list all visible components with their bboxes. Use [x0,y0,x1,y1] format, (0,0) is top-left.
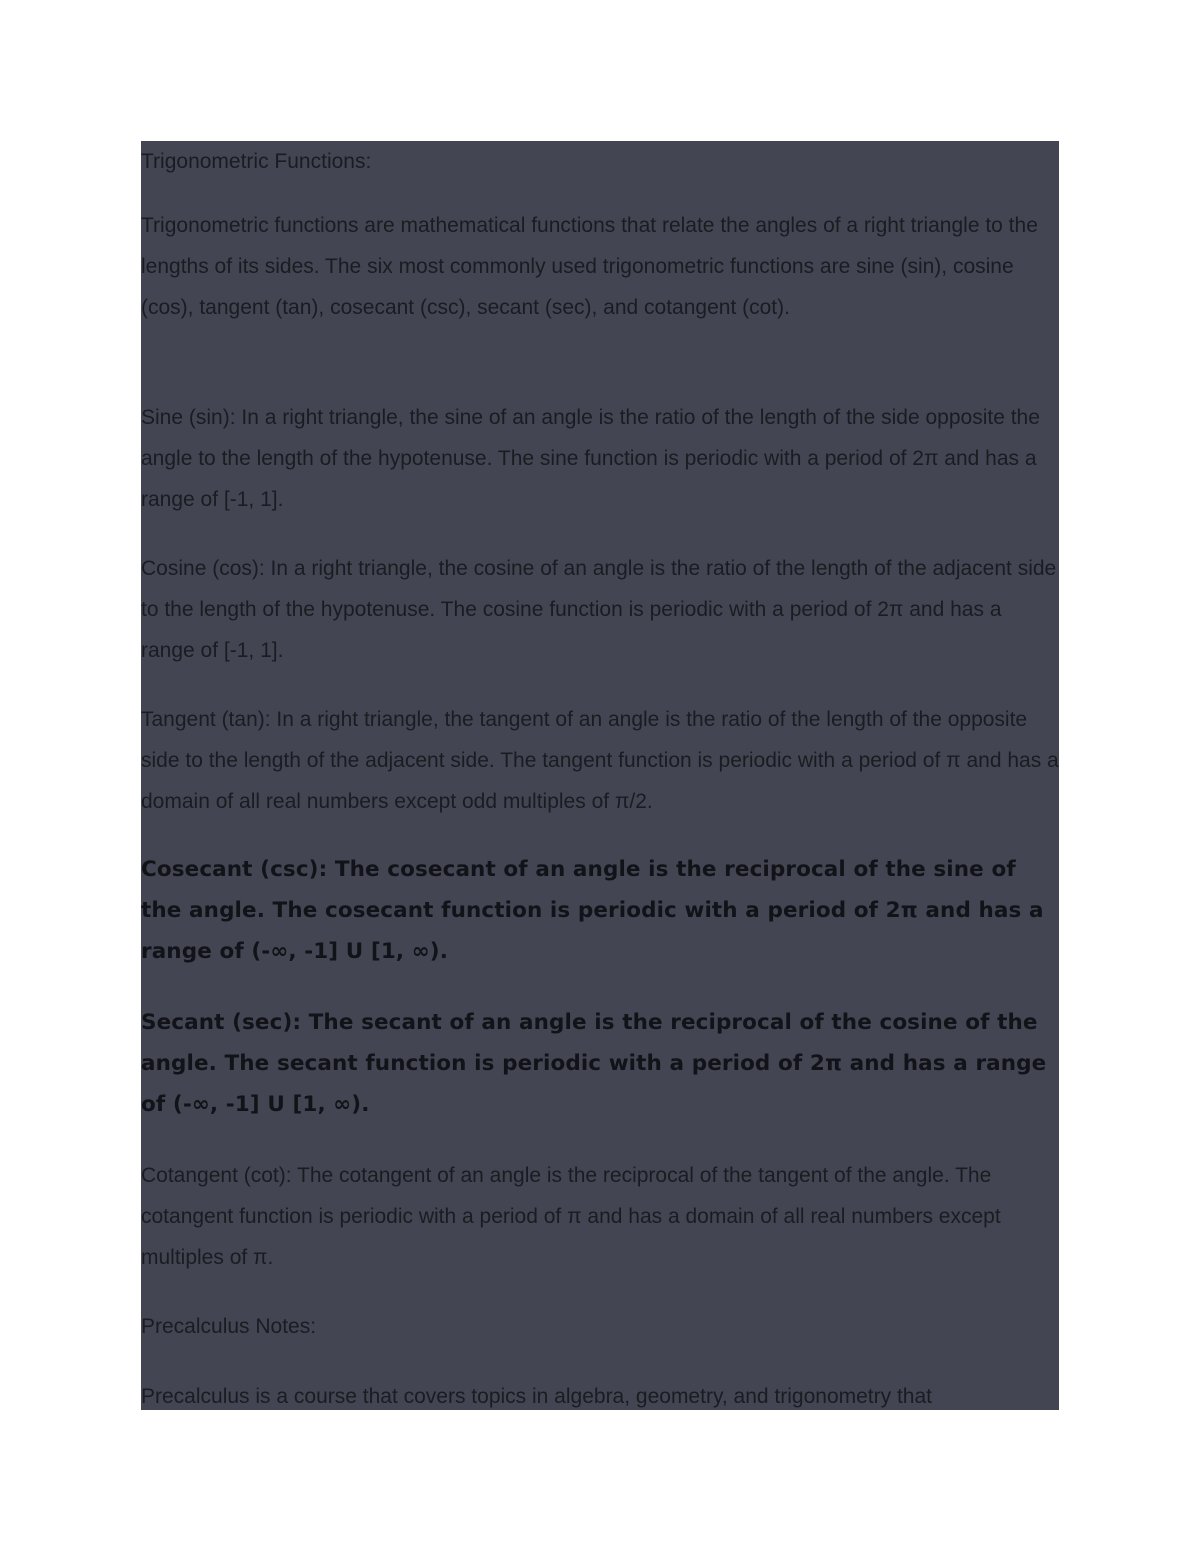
heading-trigonometric-functions: Trigonometric Functions: [141,150,372,173]
paragraph-intro: Trigonometric functions are mathematical functions that relate the angles of a right triangle to the lengths of its sides. The six most commonly used trigonometric functions are sine (sin), cosine (cos), tangent (tan), cosecant (csc), secant (sec), and cotangent (cot). [141,214,1038,319]
document-page [141,141,1059,1410]
paragraph-sine: Sine (sin): In a right triangle, the sine of an angle is the ratio of the length of the side opposite the angle to the length of the hypotenuse. The sine function is periodic with a period of 2π and has a range of [-1, 1]. [141,406,1040,511]
paragraph-tangent: Tangent (tan): In a right triangle, the tangent of an angle is the ratio of the length of the opposite side to the length of the adjacent side. The tangent function is periodic with a period of π and has a domain of all real numbers except odd multiples of π/2. [141,708,1059,813]
paragraph-cosecant: Cosecant (csc): The cosecant of an angle is the reciprocal of the sine of the angle. The cosecant function is periodic with a period of 2π and has a range of (-∞, -1] U [1, ∞). [141,857,1044,964]
paragraph-cotangent: Cotangent (cot): The cotangent of an angle is the reciprocal of the tangent of the angle. The cotangent function is periodic with a period of π and has a domain of all real numbers except multiples of π. [141,1164,1001,1269]
paragraph-cosine: Cosine (cos): In a right triangle, the cosine of an angle is the ratio of the length of the adjacent side to the length of the hypotenuse. The cosine function is periodic with a period of 2π and has a range of [-1, 1]. [141,557,1057,662]
heading-precalculus-notes: Precalculus Notes: [141,1315,317,1338]
paragraph-precalculus: Precalculus is a course that covers topics in algebra, geometry, and trigonometry that [141,1385,932,1408]
paragraph-secant: Secant (sec): The secant of an angle is the reciprocal of the cosine of the angle. The secant function is periodic with a period of 2π and has a range of (-∞, -1] U [1, ∞). [141,1010,1047,1117]
